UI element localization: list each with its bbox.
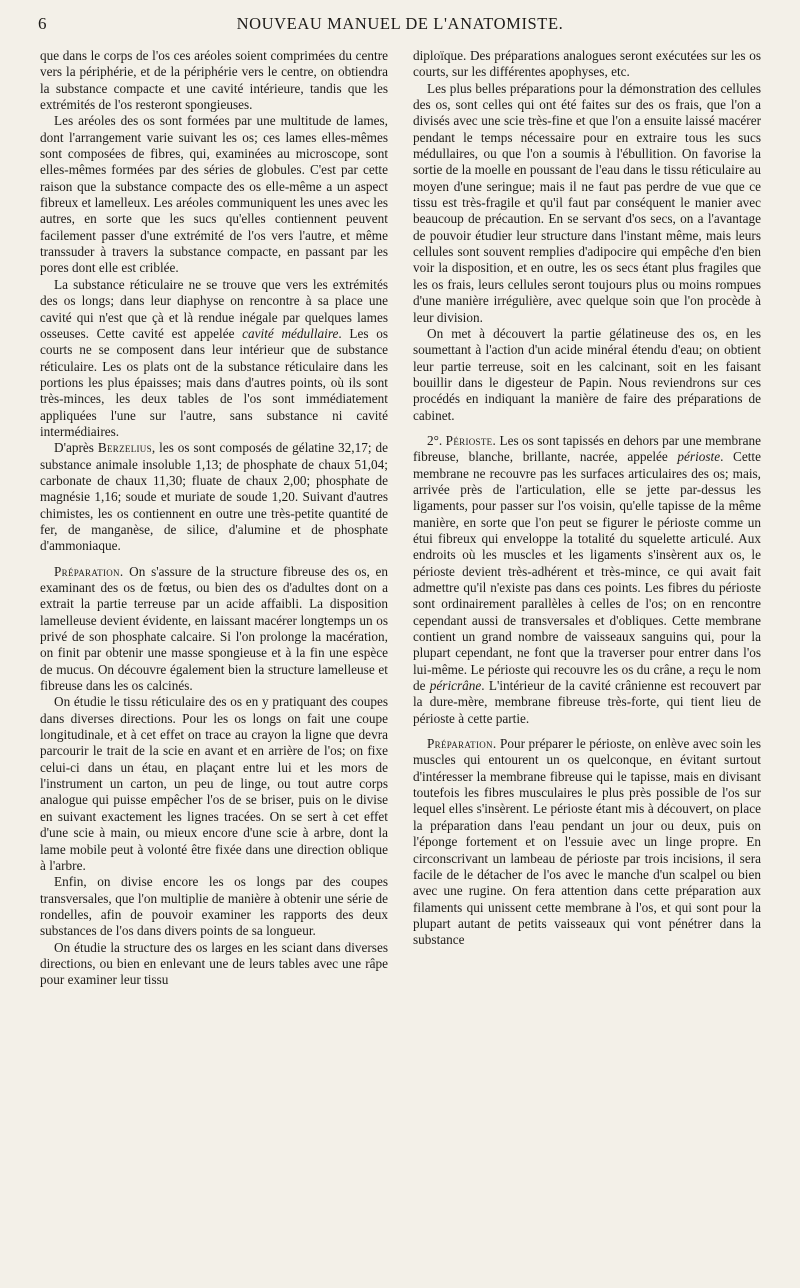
page-number: 6 <box>38 14 47 33</box>
paragraph-preparation: Préparation. On s'assure de la structure fibreuse des os, en examinant des os de fœtus, ou bien des os d'adultes dont on a extrait la partie terreuse par un acide affaibli. La disposition lamelleuse devient évidente, en laissant macérer longtemps un os privé de son phosphate calcaire. Si l'on prolonge la macération, on finit par obtenir une masse spongieuse et à la fin une espèce de mucus. On découvre également bien la structure lamelleuse et fibreuse dans les os calcinés. <box>40 563 388 694</box>
section-label: Préparation. <box>54 563 124 579</box>
paragraph: Enfin, on divise encore les os longs par des coupes transversales, que l'on multiplie de manière à obtenir une série de rondelles, afin de pouvoir examiner les rapports des deux substances de l'os dans divers points de sa longueur. <box>40 874 388 939</box>
running-head: NOUVEAU MANUEL DE L'ANATOMISTE. <box>236 14 564 33</box>
author-name: Berzelius <box>97 440 152 456</box>
section-label: Périoste. <box>445 432 497 448</box>
paragraph: La substance réticulaire ne se trouve que vers les extrémités des os longs; dans leur diaphyse on rencontre à sa place une cavité qui n'est que çà et là rendue inégale par quelques lames osseuses. Cette cavité est appelée cavité médullaire. Les os courts ne se composent dans leur intérieur que de substance réticulaire. Les os plats ont de la substance réticulaire dans les portions les plus épaisses; mais dans d'autres points, où ils sont très-minces, les deux tables de l'os sont immédiatement appliquées l'une sur l'autre, sans substance ni cavité intermédiaires. <box>40 276 388 439</box>
paragraph: On étudie le tissu réticulaire des os en y pratiquant des coupes dans diverses directions. Pour les os longs on fait une coupe longitudinale, et à cet effet on trace au crayon la ligne que devra parcourir le trait de la scie en avant et en arrière de l'os; on fixe celui-ci dans un étau, en plaçant entre lui et les mors de l'instrument un carton, un peu de linge, ou tout autre corps analogue qui puisse empêcher l'os de se briser, puis on le divise en suivant exactement les lignes tracées. On se sert à cet effet d'une scie à main, ou mieux encore d'une scie à arbre, dont la lame mobile peut à volonté être fixée dans une direction oblique à l'arbre. <box>40 694 388 873</box>
paragraph: Les plus belles préparations pour la démonstration des cellules des os, sont celles qui ont été faites sur des os frais, que l'on a divisés avec une scie très-fine et que l'on a ensuite laissé macérer pendant le temps nécessaire pour en extraire tous les sucs médullaires, ou que l'on a soumis à l'ébullition. On favorise la sortie de la moelle en poussant de l'eau dans le tissu réticulaire au moyen d'une seringue; mais il ne faut pas perdre de vue que ce tissu est très-fragile et qu'il faut par conséquent le manier avec beaucoup de précaution. En se servant d'os secs, on a l'avantage de pouvoir étudier leur structure dans l'instant même, mais leurs cellules sont souvent remplies d'adipocire qui empêche d'en bien voir la disposition, et en outre, les os secs étant plus fragiles que les os frais, leurs cellules seront toujours plus ou moins rompues d'une manière irrégulière, avec quelque soin que l'on procède à leur division. <box>413 80 761 325</box>
paragraph-perioste: 2°. Périoste. Les os sont tapissés en dehors par une membrane fibreuse, blanche, brillante, nacrée, appelée périoste. Cette membrane ne recouvre pas les surfaces articulaires des os; mais, arrivée près de l'articulation, elle se jette par-dessus les ligaments, pour passer sur l'os voisin, qu'elle tapisse de la même manière, en sorte que l'on peut se figurer le périoste comme un étui fibreux qui enveloppe la totalité du squelette articulé. Aux endroits où les muscles et les ligaments s'insèrent aux os, le périoste devient très-adhérent et très-mince, ce qui avait fait admettre qu'il n'existe pas dans ces points. Les fibres du périoste sont ordinairement parallèles à celles de l'os; on en rencontre cependant aussi de transversales et d'obliques. Cette membrane contient un grand nombre de vaisseaux sanguins qui, pour la plupart cependant, ne font que la traverser pour entrer dans l'os lui-même. Le périoste qui recouvre les os du crâne, a reçu le nom de péricrâne. L'intérieur de la cavité crânienne est recouvert par la dure-mère, membrane fibreuse très-forte, qui tient lieu de périoste à cette partie. <box>413 432 761 726</box>
section-label: Préparation. <box>427 736 497 752</box>
page-header <box>38 14 762 38</box>
paragraph: On met à découvert la partie gélatineuse des os, en les soumettant à l'action d'un acide minéral étendu d'eau; on obtient leur partie terreuse, soit en les calcinant, soit en les faisant bouillir dans le digesteur de Papin. Nous reviendrons sur ces procédés en indiquant la manière de faire des préparations de cabinet. <box>413 325 761 423</box>
paragraph-preparation: Préparation. Pour préparer le périoste, on enlève avec soin les muscles qui entourent un os quelconque, en évitant surtout d'intéresser la membrane fibreuse qui le tapisse, mais en divisant toutefois les fibres musculaires le plus près possible de l'os sur lequel elles s'insèrent. Le périoste étant mis à découvert, on place la préparation dans l'eau pendant un jour ou deux, puis on l'éponge fortement et on l'essuie avec un linge propre. En circonscrivant un lambeau de périoste par trois incisions, il sera facile de le détacher de l'os avec le manche d'un scalpel ou bien avec une rugine. On fera attention dans cette préparation aux filaments qui unissent cette membrane à l'os, et qui sont pour la plupart autant de petits vaisseaux qui vont pénétrer dans la substance <box>413 736 761 948</box>
paragraph: D'après Berzelius, les os sont composés de gélatine 32,17; de substance animale insoluble 1,13; de phosphate de chaux 51,04; carbonate de chaux 11,30; fluate de chaux 2,00; phosphate de magnésie 1,16; soude et muriate de soude 1,20. Suivant d'autres chimistes, les os contiennent en outre une très-petite quantité de fer, de manganèse, de silice, d'alumine et de phosphate d'ammoniaque. <box>40 440 388 554</box>
right-column <box>413 48 761 949</box>
term-perioste: périoste <box>677 449 721 465</box>
paragraph: que dans le corps de l'os ces aréoles soient comprimées du centre vers la périphérie, et de la périphérie vers le centre, on obtiendra la substance compacte et une cavité intérieure, tandis que les extrémités de l'os resteront spongieuses. <box>40 48 388 113</box>
left-column <box>40 48 388 989</box>
term-pericrane: péricrâne <box>429 678 482 694</box>
paragraph: On étudie la structure des os larges en les sciant dans diverses directions, ou bien en enlevant une de leurs tables avec une râpe pour examiner leur tissu <box>40 939 388 988</box>
paragraph: Les aréoles des os sont formées par une multitude de lames, dont l'arrangement varie suivant les os; ces lames elles-mêmes sont composées de fibres, qui, examinées au microscope, sont elles-mêmes formées par des séries de globules. C'est par cette raison que la substance compacte des os elle-même a un aspect fibreux et lamelleux. Les aréoles communiquent les unes avec les autres, en sorte que les sucs qu'elles contiennent peuvent facilement passer d'une extrémité de l'os vers l'autre, et même transsuder à travers la substance compacte, en passant par les pores dont elle est criblée. <box>40 113 388 276</box>
paragraph: diploïque. Des préparations analogues seront exécutées sur les os courts, sur les différentes apophyses, etc. <box>413 48 761 80</box>
term-cavite-medullaire: cavité médullaire <box>242 325 339 341</box>
